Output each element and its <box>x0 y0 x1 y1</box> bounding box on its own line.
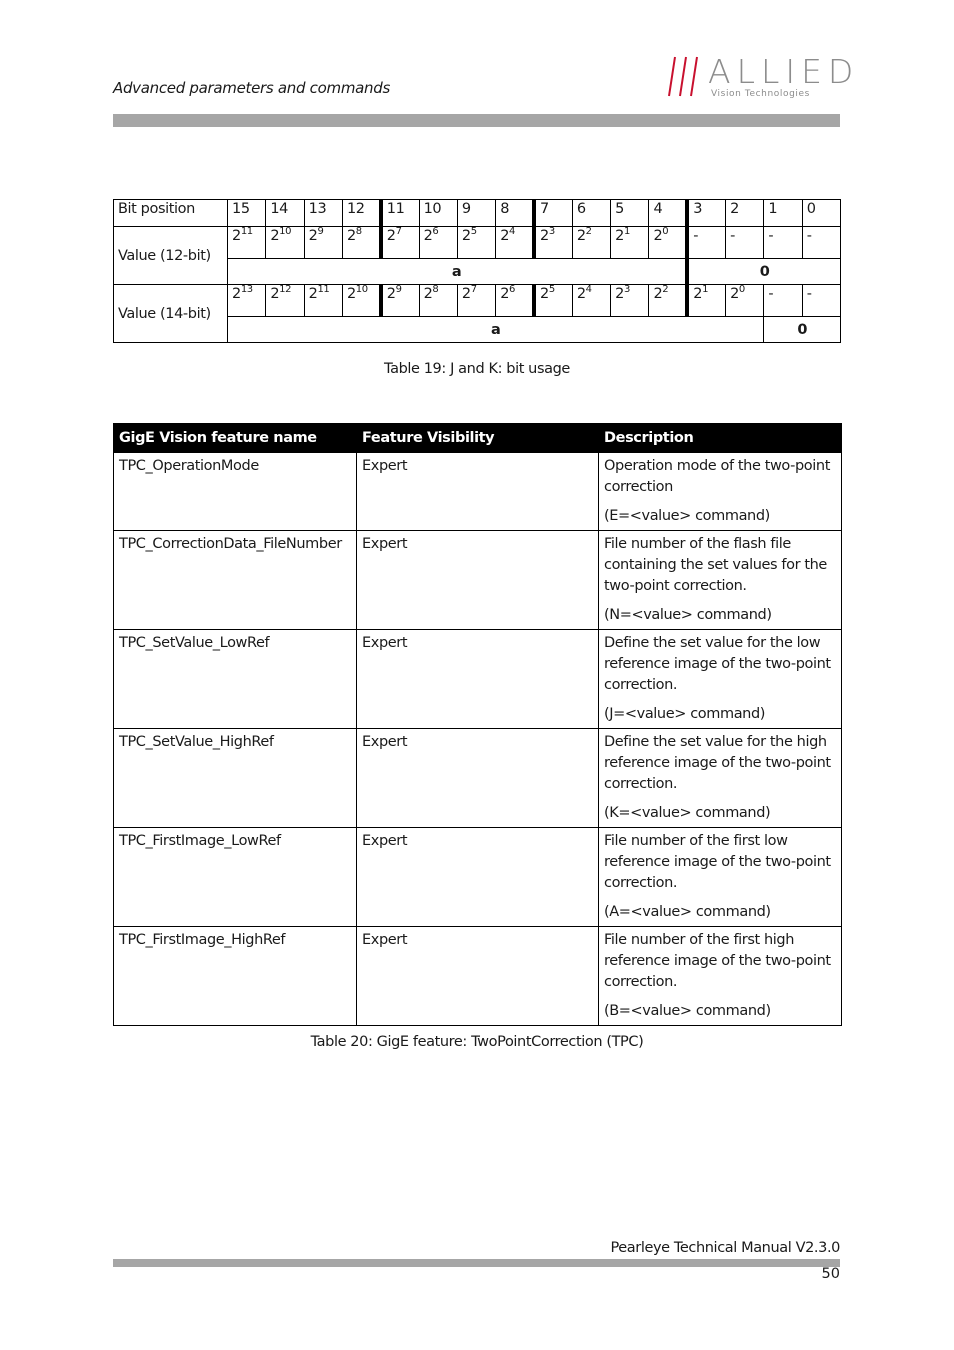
feature-name-cell: TPC_SetValue_LowRef <box>114 630 357 729</box>
feature-description-cell <box>599 729 842 828</box>
value14-label: Value (14-bit) <box>114 285 228 343</box>
page-number: 50 <box>821 1266 840 1282</box>
bit-value-cell <box>228 227 266 259</box>
bit-value-exponent: 11 <box>317 284 330 295</box>
section-title: Advanced parameters and commands <box>113 79 390 97</box>
value12-group-a: a <box>228 259 688 285</box>
bit-value-cell <box>611 227 649 259</box>
bit-value-base: 2 <box>232 286 241 302</box>
bit-value-base: 2 <box>346 286 356 302</box>
bit-value-cell <box>687 227 725 259</box>
bit-value-cell <box>266 285 304 317</box>
bit-value-cell <box>496 285 534 317</box>
bit-value-exponent: 0 <box>662 226 669 237</box>
bit-position-cell: 2 <box>726 200 764 227</box>
bit-value-cell <box>304 285 342 317</box>
bit-position-cell: 14 <box>266 200 304 227</box>
bit-position-cell: 13 <box>304 200 342 227</box>
bit-position-cell: 3 <box>687 200 725 227</box>
bit-value-base: 2 <box>386 228 396 244</box>
value12-label: Value (12-bit) <box>114 227 228 285</box>
bit-value-base: 2 <box>540 286 549 302</box>
description-text: File number of the first low reference image of the two-point correction. <box>604 833 831 891</box>
bit-value-base: 2 <box>461 286 471 302</box>
bit-value-exponent: 5 <box>548 284 555 295</box>
feature-description-cell <box>599 453 842 531</box>
bit-value-base: 2 <box>308 286 318 302</box>
feature-name-cell: TPC_FirstImage_HighRef <box>114 927 357 1026</box>
bit-value-exponent: 8 <box>355 226 362 237</box>
bit-value-cell <box>764 285 802 317</box>
bit-value-base: 2 <box>653 286 663 302</box>
bit-value-exponent: 4 <box>509 226 515 237</box>
bit-value-cell <box>534 285 572 317</box>
bit-value-cell <box>534 227 572 259</box>
feature-name-cell: TPC_FirstImage_LowRef <box>114 828 357 927</box>
feature-description-cell <box>599 927 842 1026</box>
bit-value-cell <box>342 227 380 259</box>
bit-value-cell <box>496 227 534 259</box>
bit-position-cell: 10 <box>419 200 457 227</box>
description-command: (N=<value> command) <box>604 607 772 623</box>
bit-position-cell: 4 <box>649 200 687 227</box>
bit-value-cell <box>687 285 725 317</box>
bit-value-exponent: 6 <box>509 284 515 295</box>
value12-group-0: 0 <box>687 259 840 285</box>
feature-name-cell: TPC_SetValue_HighRef <box>114 729 357 828</box>
bit-value-cell <box>726 227 764 259</box>
bit-value-base: - <box>693 228 699 244</box>
bit-value-cell <box>266 227 304 259</box>
bit-value-exponent: 9 <box>395 284 402 295</box>
feature-description-cell <box>599 828 842 927</box>
bit-position-cell: 15 <box>228 200 266 227</box>
bit-value-base: 2 <box>461 228 471 244</box>
bit-value-base: - <box>730 228 735 244</box>
bit-value-cell <box>611 285 649 317</box>
table-20-caption: Table 20: GigE feature: TwoPointCorrection (TPC) <box>310 1034 644 1050</box>
description-command: (A=<value> command) <box>604 904 771 920</box>
bit-value-exponent: 4 <box>585 284 592 295</box>
bit-position-cell: 1 <box>764 200 802 227</box>
bit-position-cell: 9 <box>457 200 495 227</box>
value12-row <box>114 227 841 259</box>
value14-group-0: 0 <box>764 317 841 343</box>
bit-value-exponent: 13 <box>240 284 253 295</box>
description-command: (B=<value> command) <box>604 1003 771 1019</box>
bit-value-cell <box>342 285 380 317</box>
description-text: Operation mode of the two-point correction <box>604 458 830 495</box>
bit-value-exponent: 7 <box>395 226 402 237</box>
table-row <box>114 531 842 630</box>
bit-value-exponent: 2 <box>585 226 592 237</box>
bit-position-cell: 12 <box>342 200 380 227</box>
bit-value-base: - <box>768 228 774 244</box>
header-description: Description <box>599 424 842 453</box>
bit-value-cell <box>304 227 342 259</box>
bit-position-cell: 8 <box>496 200 534 227</box>
feature-name-cell: TPC_OperationMode <box>114 453 357 531</box>
feature-description-cell <box>599 630 842 729</box>
header-divider-bar <box>113 114 840 127</box>
bit-value-cell <box>457 285 495 317</box>
feature-visibility-cell: Expert <box>357 729 599 828</box>
bit-value-cell <box>764 227 802 259</box>
feature-name-cell: TPC_CorrectionData_FileNumber <box>114 531 357 630</box>
description-text: Define the set value for the low reference image of the two-point correction. <box>604 635 831 693</box>
bit-value-base: 2 <box>500 286 510 302</box>
bit-value-cell <box>381 227 419 259</box>
bit-value-exponent: 9 <box>317 226 324 237</box>
bit-value-cell <box>802 227 840 259</box>
bit-value-exponent: 2 <box>662 284 669 295</box>
bit-value-base: 2 <box>615 286 624 302</box>
table-row <box>114 453 842 531</box>
table-row <box>114 729 842 828</box>
bit-value-exponent: 8 <box>432 284 439 295</box>
bit-value-cell <box>228 285 266 317</box>
bit-value-exponent: 12 <box>279 284 292 295</box>
description-command: (E=<value> command) <box>604 508 770 524</box>
logo-wordmark: ALLIED <box>708 52 860 91</box>
bit-value-base: 2 <box>270 286 280 302</box>
description-command: (J=<value> command) <box>604 706 766 722</box>
bit-value-exponent: 3 <box>623 284 630 295</box>
bit-position-row <box>114 200 841 227</box>
bit-value-cell <box>457 227 495 259</box>
bit-position-cell: 7 <box>534 200 572 227</box>
bit-value-exponent: 3 <box>548 226 555 237</box>
bit-value-cell <box>649 285 687 317</box>
description-text: File number of the first high reference image of the two-point correction. <box>604 932 831 990</box>
bit-position-label: Bit position <box>114 200 228 227</box>
bit-value-base: - <box>806 228 812 244</box>
bit-value-cell <box>381 285 419 317</box>
logo-slashes-icon <box>666 54 706 100</box>
bit-value-cell <box>572 227 610 259</box>
bit-value-exponent: 0 <box>738 284 745 295</box>
bit-value-base: 2 <box>386 286 396 302</box>
value14-row <box>114 285 841 317</box>
bit-value-exponent: 5 <box>470 226 477 237</box>
value14-group-a: a <box>228 317 764 343</box>
feature-visibility-cell: Expert <box>357 453 599 531</box>
bit-value-base: 2 <box>308 228 318 244</box>
bit-value-exponent: 10 <box>279 226 292 237</box>
bit-value-base: - <box>806 286 812 302</box>
bit-value-cell <box>802 285 840 317</box>
bit-value-base: 2 <box>653 228 663 244</box>
feature-visibility-cell: Expert <box>357 630 599 729</box>
feature-table <box>113 423 842 1026</box>
feature-table-header-row <box>114 424 842 453</box>
table-19-caption: Table 19: J and K: bit usage <box>384 361 570 377</box>
description-text: File number of the flash file containing the set values for the two-point correction. <box>604 536 827 594</box>
bit-position-cell: 5 <box>611 200 649 227</box>
bit-value-exponent: 1 <box>702 284 709 295</box>
bit-value-base: 2 <box>346 228 356 244</box>
bit-value-exponent: 10 <box>355 284 368 295</box>
footer-divider-bar <box>113 1259 840 1267</box>
bit-position-cell: 0 <box>802 200 840 227</box>
feature-description-cell <box>599 531 842 630</box>
bit-value-base: 2 <box>500 228 510 244</box>
bit-value-base: 2 <box>423 228 433 244</box>
feature-visibility-cell: Expert <box>357 828 599 927</box>
allied-logo <box>666 52 860 102</box>
feature-visibility-cell: Expert <box>357 531 599 630</box>
bit-value-exponent: 7 <box>470 284 477 295</box>
bit-usage-table <box>113 199 841 343</box>
bit-value-base: - <box>768 286 774 302</box>
description-command: (K=<value> command) <box>604 805 771 821</box>
header-feature-visibility: Feature Visibility <box>357 424 599 453</box>
bit-value-cell <box>726 285 764 317</box>
bit-value-base: 2 <box>270 228 280 244</box>
bit-value-exponent: 11 <box>240 226 253 237</box>
bit-value-base: 2 <box>540 228 549 244</box>
bit-value-base: 2 <box>576 228 586 244</box>
bit-value-base: 2 <box>576 286 586 302</box>
bit-value-cell <box>419 227 457 259</box>
bit-value-base: 2 <box>232 228 241 244</box>
description-text: Define the set value for the high reference image of the two-point correction. <box>604 734 831 792</box>
table-row <box>114 828 842 927</box>
table-row <box>114 630 842 729</box>
bit-value-base: 2 <box>423 286 433 302</box>
bit-value-base: 2 <box>693 286 703 302</box>
header-feature-name: GigE Vision feature name <box>114 424 357 453</box>
bit-position-cell: 6 <box>572 200 610 227</box>
bit-position-cell: 11 <box>381 200 419 227</box>
bit-value-base: 2 <box>730 286 739 302</box>
table-row <box>114 927 842 1026</box>
bit-value-base: 2 <box>615 228 624 244</box>
bit-value-cell <box>649 227 687 259</box>
feature-visibility-cell: Expert <box>357 927 599 1026</box>
bit-value-exponent: 6 <box>432 226 439 237</box>
logo-subtitle: Vision Technologies <box>711 89 810 99</box>
bit-value-cell <box>572 285 610 317</box>
bit-value-cell <box>419 285 457 317</box>
manual-title: Pearleye Technical Manual V2.3.0 <box>610 1240 840 1256</box>
bit-value-exponent: 1 <box>623 226 630 237</box>
